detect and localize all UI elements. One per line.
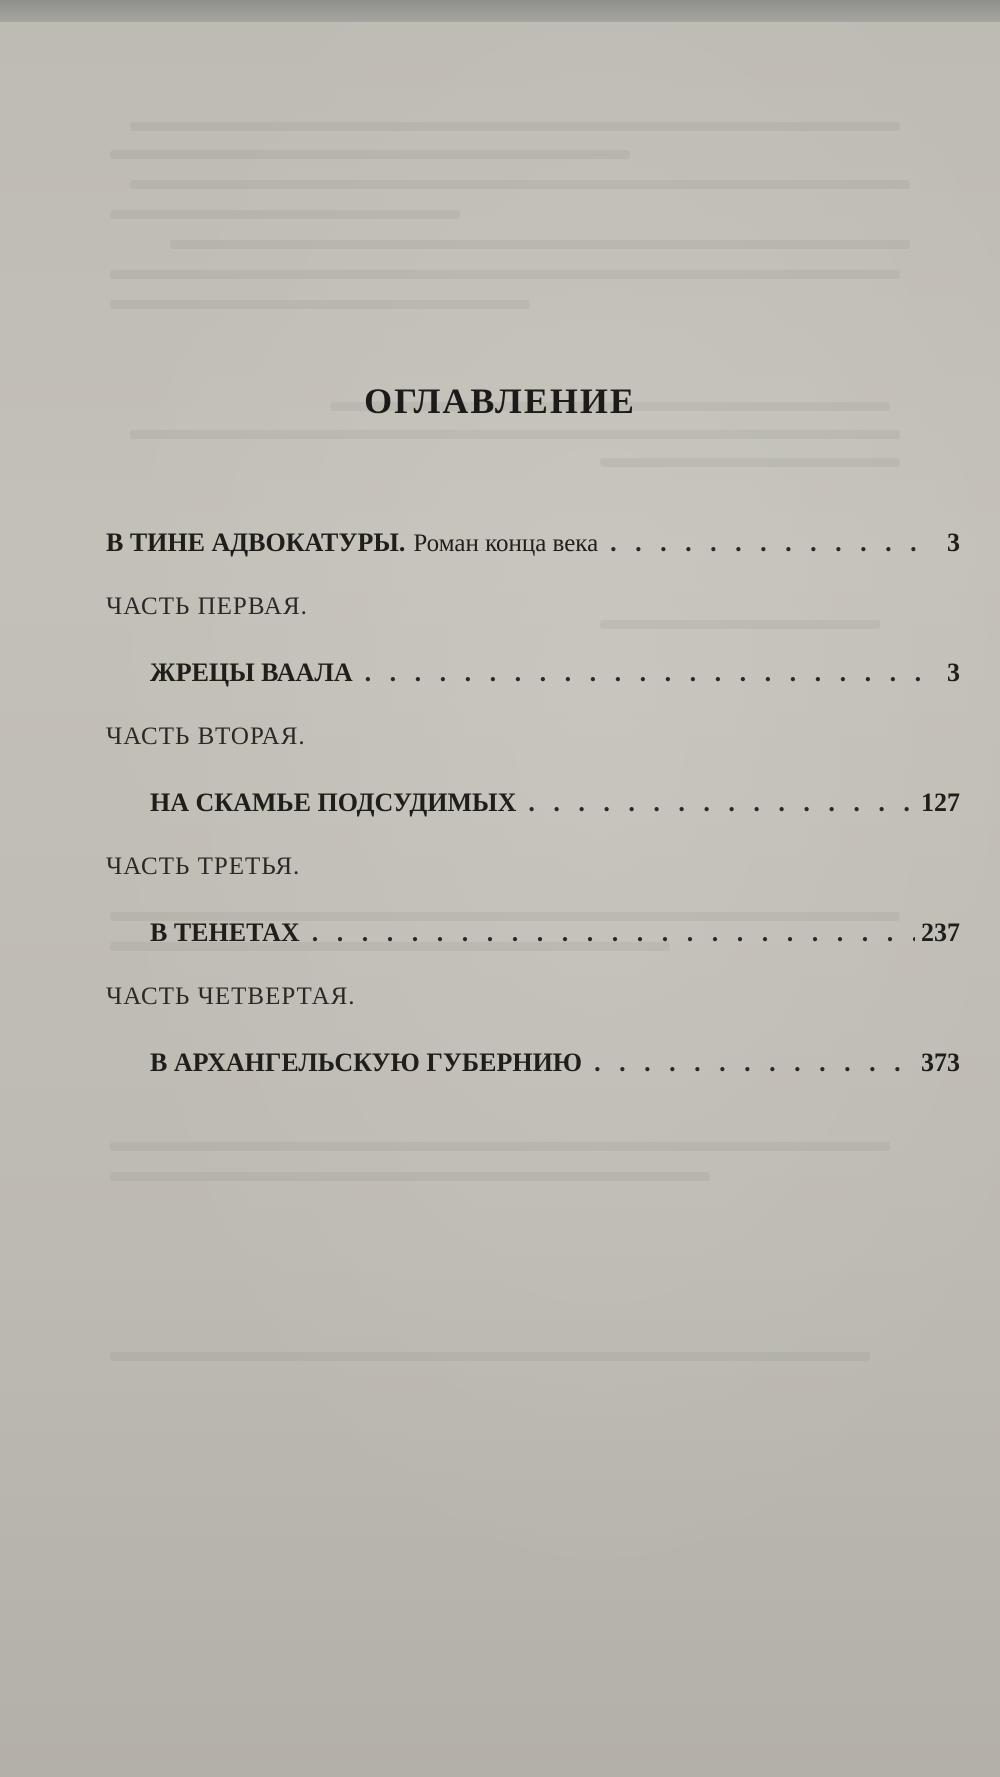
dot-leader [594, 1048, 915, 1078]
toc-part-label: ЧАСТЬ ЧЕТВЕРТАЯ. [106, 983, 356, 1010]
toc-main-title: В ТИНЕ АДВОКАТУРЫ. [106, 528, 406, 557]
toc-page-number: 3 [947, 528, 960, 557]
toc-page-number: 3 [947, 658, 960, 687]
toc-part-label: ЧАСТЬ ПЕРВАЯ. [106, 593, 308, 620]
page-title: ОГЛАВЛЕНИЕ [364, 381, 636, 421]
toc-entry-title: В АРХАНГЕЛЬСКУЮ ГУБЕРНИЮ [150, 1048, 583, 1077]
toc-entry-title: НА СКАМЬЕ ПОДСУДИМЫХ [150, 788, 517, 817]
toc-page-number: 237 [921, 918, 960, 947]
dot-leader [365, 658, 934, 688]
toc-main-subtitle: Роман конца века [413, 530, 599, 557]
table-of-contents [106, 528, 960, 1113]
dot-leader [312, 918, 915, 948]
toc-entry [106, 788, 960, 853]
toc-entry [106, 1048, 960, 1113]
toc-part-label: ЧАСТЬ ВТОРАЯ. [106, 723, 306, 750]
dot-leader [610, 528, 934, 558]
dot-leader [528, 788, 915, 818]
toc-entry [106, 658, 960, 723]
toc-page-number: 373 [921, 1048, 960, 1077]
toc-entry [106, 918, 960, 983]
toc-entry-title: ЖРЕЦЫ ВААЛА [150, 658, 353, 687]
toc-entry-main [106, 528, 960, 593]
toc-part-label: ЧАСТЬ ТРЕТЬЯ. [106, 853, 301, 880]
toc-page-number: 127 [921, 788, 960, 817]
book-page [0, 22, 1000, 1777]
toc-entry-title: В ТЕНЕТАХ [150, 918, 300, 947]
